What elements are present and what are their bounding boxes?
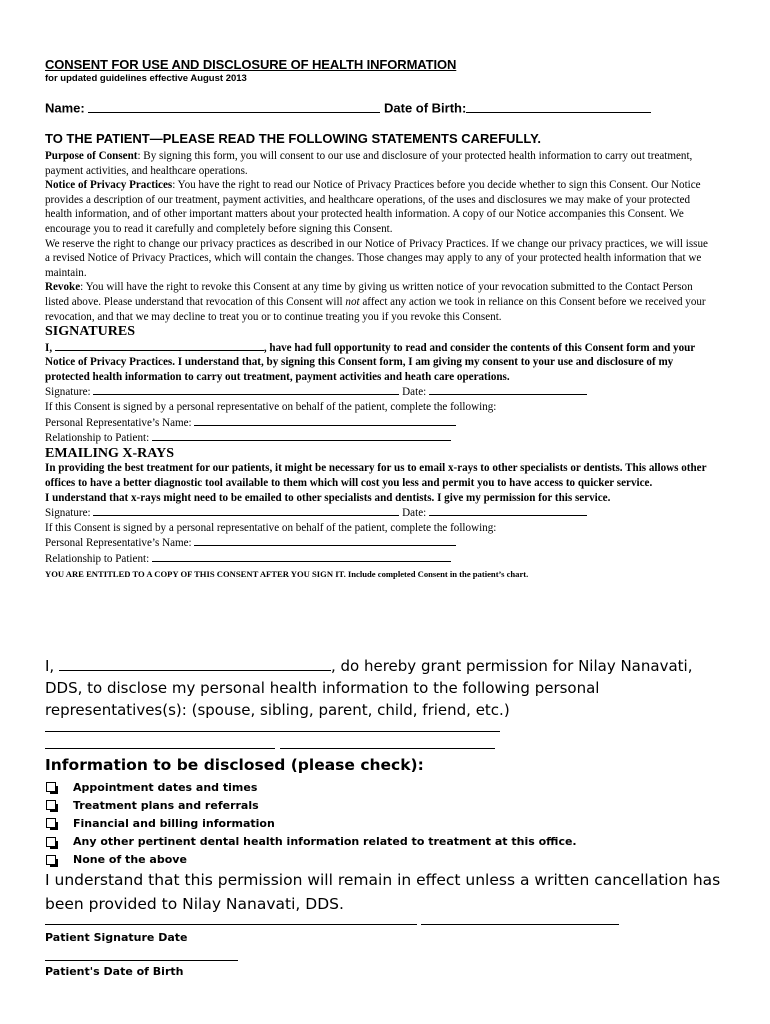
disclose-heading: Information to be disclosed (please check): (45, 756, 424, 774)
revoke-label: Revoke (45, 281, 81, 294)
consent-body-text (45, 149, 713, 581)
xrays-signature-label: Signature: (45, 507, 91, 520)
dob-field[interactable] (466, 100, 651, 113)
patient-notice-heading: TO THE PATIENT—PLEASE READ THE FOLLOWING STATEMENTS CAREFULLY. (45, 131, 541, 146)
signatures-heading: SIGNATURES (45, 324, 135, 340)
xrays-rep-note: If this Consent is signed by a personal representative on behalf of the patient, complete the following: (45, 521, 497, 534)
grant-line-3: representatives(s): (spouse, sibling, parent, child, friend, etc.) (45, 701, 510, 719)
reserve-paragraph: We reserve the right to change our privacy practices as described in our Notice of Privacy Practices. If we change our privacy practices, we will issue a revised Notice of Privacy Practices, which will contain the changes. Those changes may apply to any of your protected health information that we maintain. (45, 237, 708, 279)
disclose-item-label: Treatment plans and referrals (73, 798, 259, 812)
xrays-rep-name-field[interactable] (194, 535, 456, 546)
purpose-paragraph (45, 149, 713, 178)
xrays-permission: I understand that x-rays might need to be emailed to other specialists and dentists. I give my permission for this service. (45, 491, 611, 504)
checkbox-icon[interactable] (46, 855, 56, 865)
disclose-item-label: None of the above (73, 853, 187, 867)
name-label: Name: (45, 100, 85, 116)
signature-field[interactable] (93, 384, 399, 395)
relationship-label: Relationship to Patient: (45, 432, 150, 445)
revoke-paragraph (45, 280, 713, 324)
representatives-line-2a[interactable] (45, 748, 275, 749)
grant-i-label: I, (45, 657, 55, 675)
signature-date-label: Date: (402, 386, 427, 399)
privacy-label: Notice of Privacy Practices (45, 179, 173, 192)
signatures-name-field[interactable] (55, 340, 264, 351)
closing-line-1: I understand that this permission will remain in effect unless a written cancellation has (45, 871, 721, 889)
xrays-date-label: Date: (402, 507, 427, 520)
disclose-item[interactable] (45, 851, 685, 869)
rep-name-row (45, 415, 713, 431)
checkbox-icon[interactable] (46, 800, 56, 810)
xrays-text: In providing the best treatment for our patients, it might be necessary for us to email x-rays to other specialists or dentists. This allows other offices to have a better diagnostic tool available to them which will cost you less and permit you to have access to quicker service. (45, 462, 707, 489)
representatives-line-2b[interactable] (280, 748, 495, 749)
disclose-item-label: Appointment dates and times (73, 780, 258, 794)
relationship-field[interactable] (152, 430, 451, 441)
grant-statement (45, 655, 713, 721)
purpose-label: Purpose of Consent (45, 150, 138, 162)
disclose-item-label: Any other pertinent dental health information related to treatment at this office. (73, 835, 577, 849)
disclose-item[interactable] (45, 833, 685, 851)
patient-signature-line[interactable] (45, 924, 417, 925)
revoke-text-b: affect any action we took in reliance on this Consent before we received your revocation, and that we may decline to treat you or to continue treating you if you revoke this Consent. (45, 295, 706, 323)
xrays-relationship-field[interactable] (152, 551, 451, 562)
grant-text-a: , do hereby grant permission for Nilay Nanavati, (330, 657, 693, 675)
xrays-signature-field[interactable] (93, 505, 399, 516)
form-subtitle: for updated guidelines effective August 2013 (45, 73, 247, 84)
grant-line-1 (45, 655, 713, 677)
privacy-paragraph (45, 178, 713, 236)
patient-dob-line[interactable] (45, 960, 238, 961)
disclose-item-label: Financial and billing information (73, 816, 275, 830)
copy-note: YOU ARE ENTITLED TO A COPY OF THIS CONSENT AFTER YOU SIGN IT. Include completed Consent in the patient’s chart. (45, 568, 529, 579)
disclose-checklist (45, 778, 685, 869)
xrays-date-field[interactable] (429, 505, 587, 516)
xrays-signature-row (45, 505, 713, 521)
checkbox-icon[interactable] (46, 782, 56, 792)
signature-row (45, 384, 713, 400)
disclose-item[interactable] (45, 814, 685, 832)
purpose-text: : By signing this form, you will consent to our use and disclosure of your protected health information to carry out treatment, payment activities, and healthcare operations. (45, 150, 693, 177)
rep-name-label: Personal Representative’s Name: (45, 416, 192, 429)
revoke-text-a: : You will have the right to revoke this Consent at any time by giving us written notice of your revocation submitted to the Contact Person listed above. Please understand that revocation of this Consent will (45, 281, 693, 308)
xrays-rep-name-label: Personal Representative’s Name: (45, 537, 192, 550)
name-field[interactable] (88, 100, 380, 113)
signature-label: Signature: (45, 386, 91, 399)
xrays-relationship-label: Relationship to Patient: (45, 552, 150, 565)
privacy-text: : You have the right to read our Notice of Privacy Practices before you decide whether to sign this Consent. Our Notice provides a description of our treatment, payment activities, and healthcare operations, of the uses and disclosures we may make of your protected health information, and of other important matters about your protected health information. A copy of our Notice accompanies this Consent. We encourage you to read it carefully and completely before signing this Consent. (45, 179, 701, 235)
signatures-statement-text: , have had full opportunity to read and consider the contents of this Consent form and your Notice of Privacy Practices. I understand that, by signing this Consent form, I am giving my consent to your use and disclosure of my protected health information to carry out treatment, payment activities and heath care operations. (45, 341, 696, 383)
xrays-heading: EMAILING X-RAYS (45, 445, 175, 461)
signatures-statement (45, 340, 713, 385)
representatives-line-1[interactable] (45, 731, 500, 732)
form-title: CONSENT FOR USE AND DISCLOSURE OF HEALTH INFORMATION (45, 57, 457, 72)
signatures-i-label: I, (45, 341, 53, 354)
xrays-relationship-row (45, 551, 713, 567)
patient-signature-date-label: Patient Signature Date (45, 931, 188, 944)
checkbox-icon[interactable] (46, 837, 56, 847)
checkbox-icon[interactable] (46, 818, 56, 828)
grant-line-2: DDS, to disclose my personal health information to the following personal (45, 679, 600, 697)
patient-signature-date-line[interactable] (421, 924, 619, 925)
disclose-item[interactable] (45, 778, 685, 796)
patient-dob-label: Patient's Date of Birth (45, 965, 184, 978)
xrays-rep-name-row (45, 535, 713, 551)
disclose-item[interactable] (45, 796, 685, 814)
closing-line-2: been provided to Nilay Nanavati, DDS. (45, 895, 344, 913)
relationship-row (45, 430, 713, 446)
name-dob-line (45, 100, 713, 116)
dob-label: Date of Birth: (384, 100, 467, 116)
closing-statement (45, 868, 745, 916)
signature-date-field[interactable] (429, 384, 587, 395)
rep-note: If this Consent is signed by a personal representative on behalf of the patient, complete the following: (45, 401, 497, 414)
grant-name-field[interactable] (59, 657, 331, 672)
revoke-not: not (345, 295, 360, 308)
rep-name-field[interactable] (194, 415, 456, 426)
